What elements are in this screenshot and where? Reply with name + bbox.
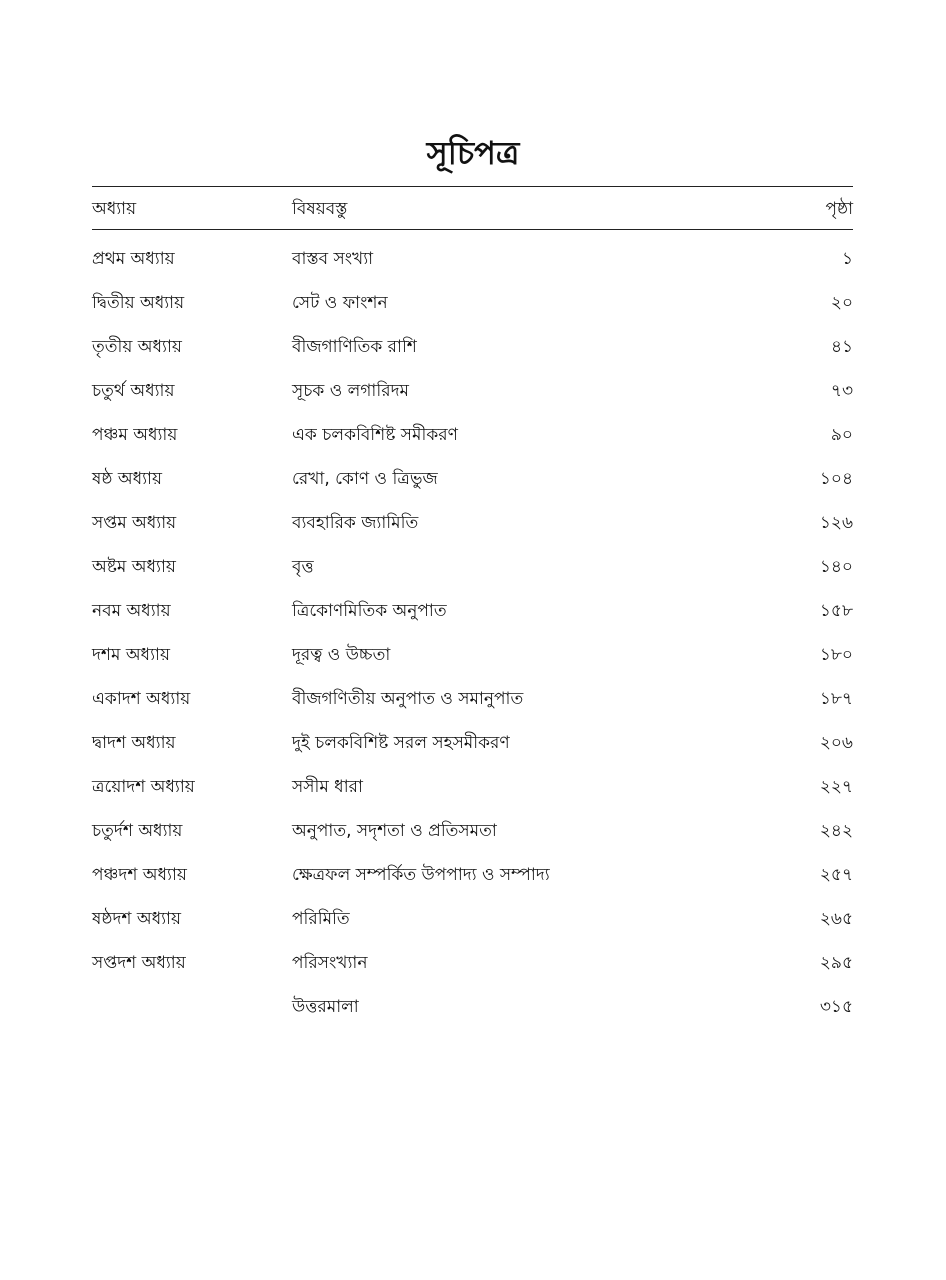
chapter-title: বাস্তব সংখ্যা bbox=[292, 249, 374, 269]
toc-row bbox=[92, 378, 853, 422]
chapter-title: সূচক ও লগারিদম bbox=[292, 381, 409, 401]
chapter-number: দ্বিতীয় অধ্যায় bbox=[92, 293, 185, 313]
toc-row bbox=[92, 950, 853, 994]
page-number: ১৮৭ bbox=[819, 689, 853, 709]
toc-row bbox=[92, 818, 853, 862]
page-number: ১২৬ bbox=[819, 513, 853, 533]
header-chapter: অধ্যায় bbox=[92, 199, 137, 219]
chapter-number: সপ্তদশ অধ্যায় bbox=[92, 953, 186, 973]
chapter-title: ক্ষেত্রফল সম্পর্কিত উপপাদ্য ও সম্পাদ্য bbox=[292, 865, 550, 885]
chapter-title: পরিসংখ্যান bbox=[292, 953, 368, 973]
chapter-number: একাদশ অধ্যায় bbox=[92, 689, 191, 709]
chapter-title: ব্যবহারিক জ্যামিতি bbox=[292, 513, 419, 533]
chapter-title: বৃত্ত bbox=[292, 557, 314, 577]
chapter-number: নবম অধ্যায় bbox=[92, 601, 171, 621]
chapter-number: ষষ্ঠ অধ্যায় bbox=[92, 469, 162, 489]
chapter-number: ষষ্ঠদশ অধ্যায় bbox=[92, 909, 181, 929]
page-number: ২৪২ bbox=[819, 821, 853, 841]
toc-row bbox=[92, 994, 853, 1038]
page-number: ২০৬ bbox=[819, 733, 853, 753]
toc-row bbox=[92, 290, 853, 334]
chapter-title: অনুপাত, সদৃশতা ও প্রতিসমতা bbox=[292, 821, 497, 841]
page-number: ২০ bbox=[830, 293, 853, 313]
chapter-title: উত্তরমালা bbox=[292, 997, 359, 1017]
chapter-title: এক চলকবিশিষ্ট সমীকরণ bbox=[292, 425, 458, 445]
chapter-number: চতুর্থ অধ্যায় bbox=[92, 381, 175, 401]
page-number: ২৫৭ bbox=[819, 865, 853, 885]
toc-list bbox=[92, 246, 853, 1038]
page-number: ১৪০ bbox=[819, 557, 853, 577]
chapter-title: সেট ও ফাংশন bbox=[292, 293, 388, 313]
chapter-title: বীজগাণিতিক রাশি bbox=[292, 337, 417, 357]
toc-row bbox=[92, 466, 853, 510]
chapter-number: চতুর্দশ অধ্যায় bbox=[92, 821, 183, 841]
chapter-number: ত্রয়োদশ অধ্যায় bbox=[92, 777, 195, 797]
page-number: ৪১ bbox=[830, 337, 853, 357]
page-number: ১ bbox=[841, 249, 853, 269]
page-title: সূচিপত্র bbox=[426, 134, 520, 172]
header-bottom-rule bbox=[92, 229, 853, 230]
chapter-number: তৃতীয় অধ্যায় bbox=[92, 337, 182, 357]
toc-row bbox=[92, 510, 853, 554]
chapter-title: পরিমিতি bbox=[292, 909, 350, 929]
header-content: বিষয়বস্তু bbox=[292, 199, 348, 219]
toc-row bbox=[92, 246, 853, 290]
chapter-title: রেখা, কোণ ও ত্রিভুজ bbox=[292, 469, 438, 489]
toc-row bbox=[92, 686, 853, 730]
chapter-number: দশম অধ্যায় bbox=[92, 645, 170, 665]
header-page: পৃষ্ঠা bbox=[825, 199, 853, 219]
toc-row bbox=[92, 906, 853, 950]
chapter-number: দ্বাদশ অধ্যায় bbox=[92, 733, 176, 753]
page-number: ৭৩ bbox=[830, 381, 853, 401]
page-number: ২৬৫ bbox=[819, 909, 853, 929]
page-number: ১৫৮ bbox=[819, 601, 853, 621]
page-number: ১৮০ bbox=[819, 645, 853, 665]
page-number: ২২৭ bbox=[819, 777, 853, 797]
page-number: ১০৪ bbox=[819, 469, 853, 489]
toc-row bbox=[92, 554, 853, 598]
chapter-number: অষ্টম অধ্যায় bbox=[92, 557, 176, 577]
chapter-title: দুই চলকবিশিষ্ট সরল সহসমীকরণ bbox=[292, 733, 510, 753]
toc-row bbox=[92, 422, 853, 466]
chapter-title: বীজগণিতীয় অনুপাত ও সমানুপাত bbox=[292, 689, 524, 709]
page-number: ৩১৫ bbox=[819, 997, 853, 1017]
chapter-title: ত্রিকোণমিতিক অনুপাত bbox=[292, 601, 447, 621]
header-top-rule bbox=[92, 186, 853, 187]
toc-row bbox=[92, 862, 853, 906]
page-number: ২৯৫ bbox=[819, 953, 853, 973]
toc-row bbox=[92, 642, 853, 686]
chapter-number: পঞ্চদশ অধ্যায় bbox=[92, 865, 187, 885]
chapter-number: প্রথম অধ্যায় bbox=[92, 249, 175, 269]
chapter-number: সপ্তম অধ্যায় bbox=[92, 513, 177, 533]
page-number: ৯০ bbox=[830, 425, 853, 445]
toc-row bbox=[92, 334, 853, 378]
chapter-number: পঞ্চম অধ্যায় bbox=[92, 425, 178, 445]
chapter-title: সসীম ধারা bbox=[292, 777, 363, 797]
toc-header-row bbox=[92, 196, 853, 226]
toc-row bbox=[92, 774, 853, 818]
chapter-title: দূরত্ব ও উচ্চতা bbox=[292, 645, 391, 665]
toc-row bbox=[92, 598, 853, 642]
toc-row bbox=[92, 730, 853, 774]
